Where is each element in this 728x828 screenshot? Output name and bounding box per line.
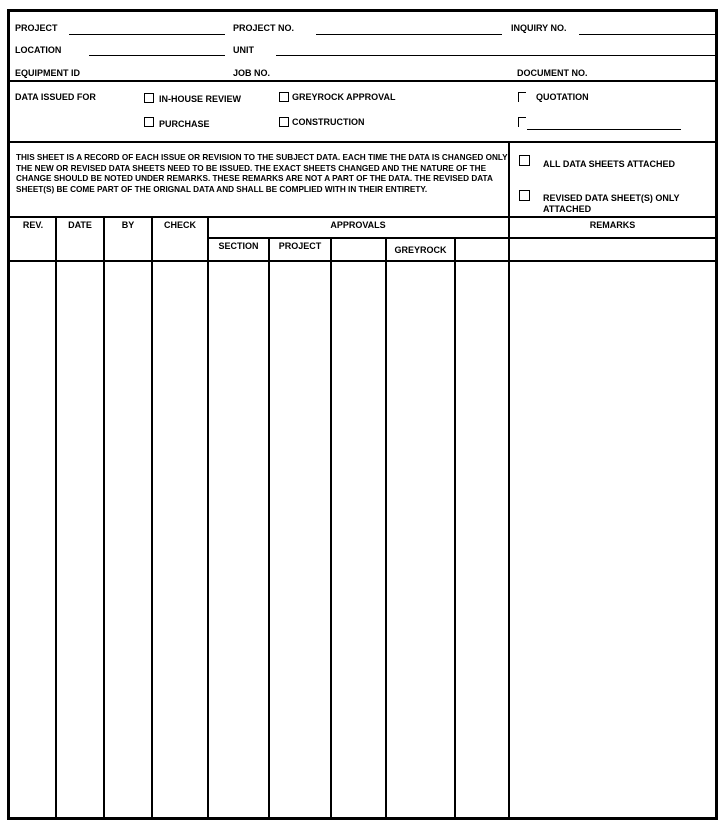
location-label: LOCATION (15, 45, 62, 55)
project-no-field[interactable] (316, 34, 502, 35)
in-house-review-checkbox[interactable] (144, 93, 154, 103)
project-field[interactable] (69, 34, 225, 35)
divider (10, 216, 715, 218)
other-checkbox[interactable] (518, 117, 526, 127)
col-greyrock-header: GREYROCK (394, 245, 447, 255)
divider (10, 141, 715, 143)
column-rule (103, 216, 105, 817)
inquiry-no-label: INQUIRY NO. (511, 23, 567, 33)
data-issued-for-label: DATA ISSUED FOR (15, 92, 96, 102)
col-date-header: DATE (68, 220, 92, 230)
other-field[interactable] (527, 129, 681, 130)
column-rule (207, 216, 209, 817)
col-check-header: CHECK (163, 220, 196, 230)
col-section-header: SECTION (218, 241, 259, 251)
revised-sheets-label-line2: ATTACHED (543, 204, 592, 214)
col-project-header: PROJECT (278, 241, 322, 251)
construction-label: CONSTRUCTION (292, 117, 365, 127)
divider (208, 237, 715, 239)
divider (508, 141, 510, 216)
column-rule (330, 237, 332, 817)
column-rule (454, 237, 456, 817)
column-rule (268, 237, 270, 817)
purchase-checkbox[interactable] (144, 117, 154, 127)
col-remarks-header: REMARKS (589, 220, 636, 230)
inquiry-no-field[interactable] (579, 34, 717, 35)
quotation-checkbox[interactable] (518, 92, 526, 102)
construction-checkbox[interactable] (279, 117, 289, 127)
revised-sheets-checkbox[interactable] (519, 190, 530, 201)
column-rule (55, 216, 57, 817)
column-rule (508, 216, 510, 817)
equipment-id-label: EQUIPMENT ID (15, 68, 81, 78)
document-no-label: DOCUMENT NO. (517, 68, 588, 78)
divider (10, 260, 715, 262)
revised-sheets-label-line1: REVISED DATA SHEET(S) ONLY (543, 193, 680, 203)
notice-text: THIS SHEET IS A RECORD OF EACH ISSUE OR REVISION TO THE SUBJECT DATA. EACH TIME THE DATA IS CHANGED ONLY THE NEW OR REVISED DATA SHEETS NEED TO BE ISSUED. THE EXACT SHEETS CHANGED AND THE NATURE OF THE CHANGE SHOULD BE NOTED UNDER REMARKS. THESE REMARKS ARE NOT A PART OF THE DATA. THE REVISED DATA SHEET(S) BE COME PART OF THE ORIGNAL DATA AND SHALL BE COMPLIED WITH IN THEIR ENTIRETY. (16, 153, 508, 194)
location-field[interactable] (89, 55, 225, 56)
greyrock-approval-checkbox[interactable] (279, 92, 289, 102)
greyrock-approval-label: GREYROCK APPROVAL (292, 92, 396, 102)
unit-field[interactable] (276, 55, 717, 56)
purchase-label: PURCHASE (159, 119, 210, 129)
quotation-label: QUOTATION (536, 92, 589, 102)
unit-label: UNIT (233, 45, 254, 55)
project-label: PROJECT (15, 23, 58, 33)
divider (10, 80, 715, 82)
col-rev-header: REV. (22, 220, 44, 230)
column-rule (385, 237, 387, 817)
in-house-review-label: IN-HOUSE REVIEW (159, 94, 242, 104)
all-data-sheets-checkbox[interactable] (519, 155, 530, 166)
project-no-label: PROJECT NO. (233, 23, 295, 33)
col-approvals-header: APPROVALS (330, 220, 386, 230)
col-by-header: BY (121, 220, 135, 230)
job-no-label: JOB NO. (233, 68, 271, 78)
column-rule (151, 216, 153, 817)
all-data-sheets-label: ALL DATA SHEETS ATTACHED (543, 159, 675, 169)
revision-record-sheet (7, 9, 718, 820)
